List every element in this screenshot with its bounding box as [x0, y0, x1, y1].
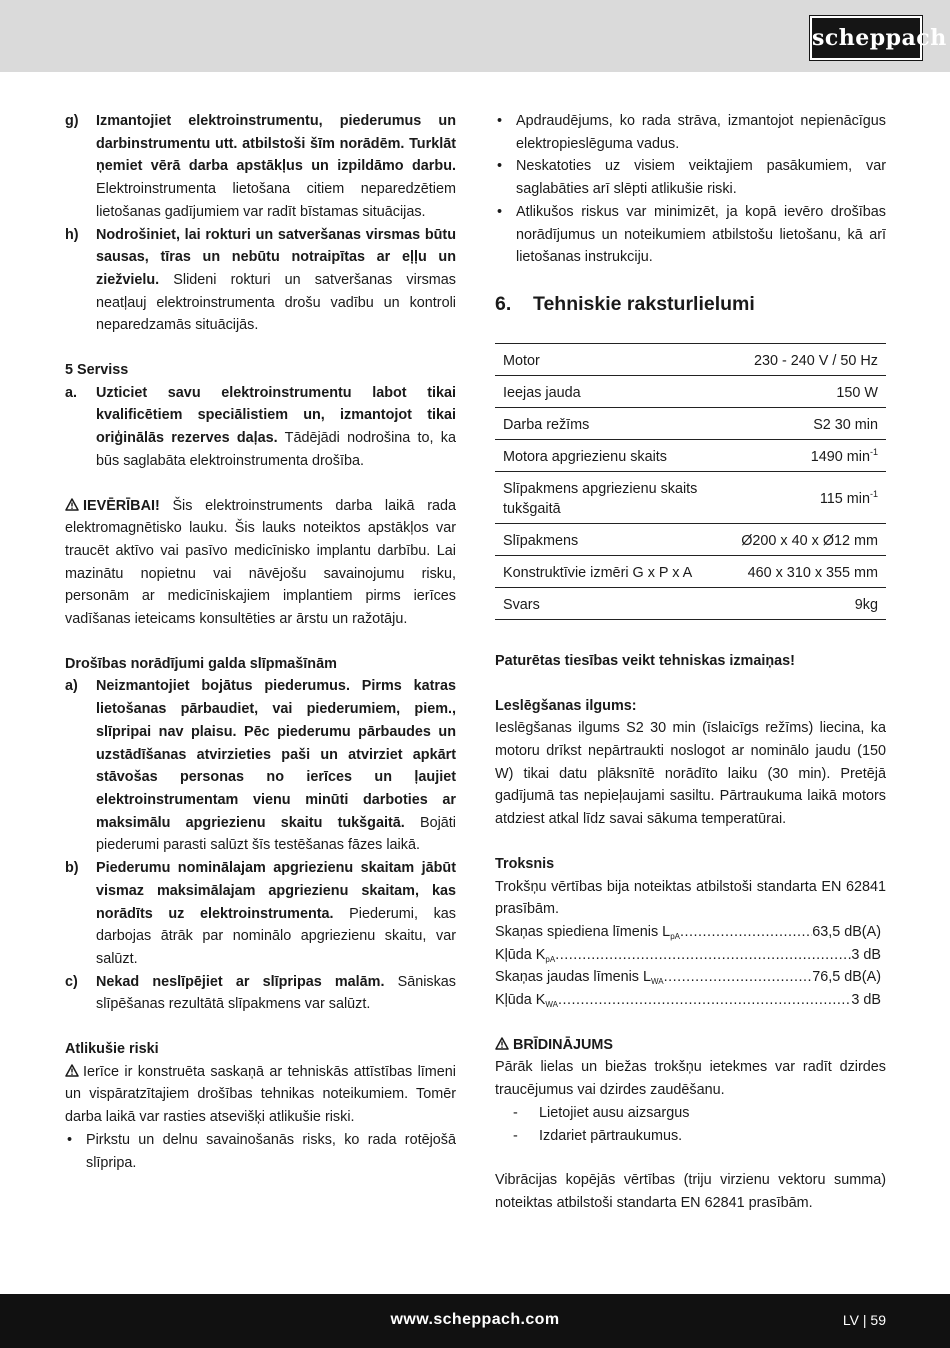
header-bar	[0, 0, 950, 72]
section-number: 6.	[495, 292, 512, 315]
bullet-icon: •	[497, 113, 503, 129]
item-bold-text: Nodrošiniet, lai rokturi un satveršanas virsmas būtu sausas, tīras un nebūtu notraipītas ar eļļu un ziežvielu.	[96, 226, 456, 288]
noise-value-row	[495, 989, 881, 1012]
list-item	[495, 110, 886, 155]
rights-note: Paturētas tiesības veikt tehniskas izmaiņas!	[495, 652, 795, 669]
item-label: a)	[65, 678, 78, 695]
dot-leader	[680, 921, 812, 944]
attention-label: IEVĒRĪBAI!	[83, 497, 160, 514]
noise-label: Skaņas spiediena līmenis L	[495, 923, 671, 940]
warning-triangle-icon	[495, 1037, 509, 1050]
instruction-g	[65, 110, 456, 224]
safety-item-b	[65, 857, 456, 971]
bullet-icon: •	[497, 203, 503, 220]
warning-heading-text: BRĪDINĀJUMS	[513, 1036, 613, 1053]
spec-key: Slīpakmens apgriezienu skaits tukšgaitā	[495, 471, 721, 523]
service-heading: 5 Serviss	[65, 362, 129, 379]
list-item-text: Izdariet pārtraukumus.	[539, 1127, 683, 1144]
spec-value-exponent: -1	[869, 488, 878, 499]
table-row	[495, 439, 886, 471]
safety-item-a	[65, 675, 456, 857]
item-bold-text: Neizmantojiet bojātus piederumus. Pirms katras lietošanas pārbaudiet, vai piederumiem, piem., slīpripai nav plaisu. Pēc piederumu pārbaudes un uzstādīšanas atvirzieties paši un atvirziet apkārt stāvošas personas no ierīces un ļaujiet elektroinstrumentam vienu minūti darboties ar maksimālu apgriezienu skaitu tukšgaitā.	[96, 678, 456, 831]
spec-key: Svars	[495, 587, 721, 619]
warning-triangle-icon	[65, 1064, 79, 1077]
spec-value	[721, 471, 886, 523]
item-bold-text: Nekad neslīpējiet ar slīpripas malām.	[96, 973, 385, 990]
item-text: Slideni rokturi un satveršanas virsmas neatļauj elektroinstrumenta drošu vadību un kontroli neparedzamās situācijās.	[96, 271, 456, 334]
dot-leader	[555, 944, 851, 967]
duty-heading: Leslēgšanas ilgums:	[495, 697, 637, 714]
spec-value-exponent: -1	[869, 446, 878, 457]
item-label: g)	[65, 113, 79, 129]
spec-key: Ieejas jauda	[495, 375, 721, 407]
noise-paragraph: Trokšņu vērtības bija noteiktas atbilstoši standarta EN 62841 prasībām.	[495, 878, 886, 918]
spec-value	[721, 439, 886, 471]
footer-bar	[0, 1294, 950, 1348]
bullet-icon: •	[67, 1131, 73, 1148]
duty-paragraph: Ieslēgšanas ilgums S2 30 min (īslaicīgs režīms) liecina, ka motoru drīkst nepārtraukti noslogot ar nominālo jaudu (150 W) tikai datu plāksnītē norādīto laiku (30 min). Pretējā gadījumā tas nepieļaujami sasiltu. Pārtraukuma laikā motors atdziest atkal līdz savai sākuma temperatūrai.	[495, 720, 886, 828]
safety-item-c	[65, 971, 456, 1016]
noise-heading: Troksnis	[495, 855, 555, 872]
noise-label-sub: pA	[670, 931, 680, 941]
dash-marker: -	[513, 1104, 518, 1121]
table-row	[495, 343, 886, 375]
list-item	[65, 1129, 456, 1174]
noise-label-sub: WA	[651, 977, 664, 987]
table-row	[495, 471, 886, 523]
right-column	[495, 110, 886, 1215]
spec-key: Slīpakmens	[495, 523, 721, 555]
service-item-a	[65, 382, 456, 473]
noise-value: 3 dB	[851, 992, 881, 1009]
item-label: c)	[65, 973, 78, 990]
noise-value: 3 dB	[851, 946, 881, 963]
warning-triangle-icon	[65, 498, 79, 511]
spec-value: 230 - 240 V / 50 Hz	[721, 343, 886, 375]
spec-value: 9kg	[721, 587, 886, 619]
spec-value: S2 30 min	[721, 407, 886, 439]
spec-value-text: 1490 min	[810, 448, 870, 465]
bullet-text: Pirkstu un delnu savainošanās risks, ko rada rotējošā slīpripa.	[86, 1131, 456, 1171]
item-label: b)	[65, 860, 79, 877]
spec-value: 460 x 310 x 355 mm	[721, 555, 886, 587]
bullet-text: Apdraudējums, ko rada strāva, izmantojot nepienācīgus elektropieslēguma vadus.	[516, 113, 886, 152]
item-bold-text: Izmantojiet elektroinstrumentu, piederumus un darbinstrumentu utt. atbilstoši šīm norādēm. Turklāt ņemiet vērā darba apstākļus un izpildāmo darbu.	[96, 113, 456, 175]
section-title	[495, 291, 886, 317]
noise-label-sub: WA	[545, 1000, 558, 1010]
bullet-text: Neskatoties uz visiem veiktajiem pasākumiem, var saglabāties arī slēpti atlikušie riski.	[516, 158, 886, 198]
noise-label-sub: pA	[545, 954, 556, 964]
item-bold-text: Uzticiet savu elektroinstrumentu labot tikai kvalificētiem speciālistiem un, izmantojot tikai oriģinālās rezerves daļas.	[96, 384, 456, 447]
spec-key: Motor	[495, 343, 721, 375]
instruction-h	[65, 224, 456, 338]
spec-key: Motora apgriezienu skaits	[495, 439, 721, 471]
noise-label: Kļūda K	[495, 992, 546, 1009]
noise-value: 63,5 dB(A)	[812, 923, 881, 940]
spec-value-text: 115 min	[819, 490, 870, 507]
item-bold-text: Piederumu nominālajam apgriezienu skaitam jābūt vismaz maksimālajam apgriezienu skaitam, kas norādīts uz elektroinstrumenta.	[96, 860, 456, 922]
table-row	[495, 407, 886, 439]
dash-marker: -	[513, 1127, 518, 1144]
warning-paragraph: Pārāk lielas un biežas trokšņu ietekmes var radīt dzirdes traucējumus vai dzirdes zaudēšanu.	[495, 1059, 886, 1099]
vibration-paragraph: Vibrācijas kopējās vērtības (triju virzienu vektoru summa) noteiktas atbilstoši standarta EN 62841 prasībām.	[495, 1172, 886, 1211]
spec-value: 150 W	[721, 375, 886, 407]
brand-logo: scheppach	[810, 16, 922, 60]
section-title-text: Tehniskie raksturlielumi	[533, 292, 755, 315]
left-column	[65, 110, 456, 1174]
list-item	[495, 1102, 886, 1125]
item-text: Piederumi, kas darbojas ātrāk par nominālo apgriezienu skaitu, var salūzt.	[96, 905, 456, 967]
noise-label: Skaņas jaudas līmenis L	[495, 969, 651, 986]
warning-heading	[495, 1034, 886, 1057]
item-text: Elektroinstrumenta lietošana citiem neparedzētiem lietošanas gadījumiem var radīt bīstamas situācijas.	[96, 181, 456, 220]
page-number: LV | 59	[842, 1312, 886, 1328]
spec-table	[495, 343, 886, 620]
item-text: Tādējādi nodrošina to, ka būs saglabāta elektroinstrumenta drošība.	[96, 430, 456, 469]
residual-heading: Atlikušie riski	[65, 1041, 159, 1058]
item-label: h)	[65, 226, 79, 243]
item-text: Bojāti piederumi parasti salūzt šīs testēšanas fāzes laikā.	[96, 814, 456, 854]
spec-key: Konstruktīvie izmēri G x P x A	[495, 555, 721, 587]
residual-paragraph	[65, 1061, 456, 1129]
attention-text: Šis elektroinstruments darba laikā rada elektromagnētisko lauku. Šis lauks noteiktos apstākļos var traucēt aktīvo vai pasīvo medicīnisko implantu darbību. Lai mazinātu nopietnu vai nāvējošu savainojumu risku, personām ar medicīniskajiem implantiem pirms ierīces vadīšanas ieteicams konsultēties ar ārstu un ražotāju.	[65, 497, 456, 628]
safety-heading: Drošības norādījumi galda slīpmašīnām	[65, 655, 337, 672]
residual-text: Ierīce ir konstruēta saskaņā ar tehniskās attīstības līmeni un vispāratzītajiem drošības tehnikas noteikumiem. Tomēr darba laikā var rasties atsevišķi atlikušie riski.	[65, 1063, 456, 1126]
list-item	[495, 201, 886, 269]
dot-leader	[664, 966, 813, 989]
bullet-text: Atlikušos riskus var minimizēt, ja kopā ievēro drošības norādījumus un noteikumiem atbilstošu lietošanu, kā arī lietošanas instrukciju.	[516, 203, 886, 266]
table-row	[495, 555, 886, 587]
website-url[interactable]: www.scheppach.com	[390, 1311, 560, 1328]
bullet-icon: •	[497, 158, 503, 175]
spec-key: Darba režīms	[495, 407, 721, 439]
dot-leader	[558, 989, 851, 1012]
spec-value: Ø200 x 40 x Ø12 mm	[721, 523, 886, 555]
attention-paragraph	[65, 495, 456, 631]
table-row	[495, 587, 886, 619]
list-item-text: Lietojiet ausu aizsargus	[539, 1104, 690, 1121]
noise-value-row	[495, 944, 881, 967]
table-row	[495, 375, 886, 407]
item-text: Sāniskas slīpēšanas rezultātā slīpakmens var salūzt.	[96, 973, 457, 1013]
noise-value-row	[495, 921, 881, 944]
list-item	[495, 1125, 886, 1148]
noise-value-row	[495, 966, 881, 989]
noise-value: 76,5 dB(A)	[812, 969, 881, 986]
item-label: a.	[65, 384, 78, 401]
table-row	[495, 523, 886, 555]
noise-label: Kļūda K	[495, 946, 546, 963]
list-item	[495, 155, 886, 200]
